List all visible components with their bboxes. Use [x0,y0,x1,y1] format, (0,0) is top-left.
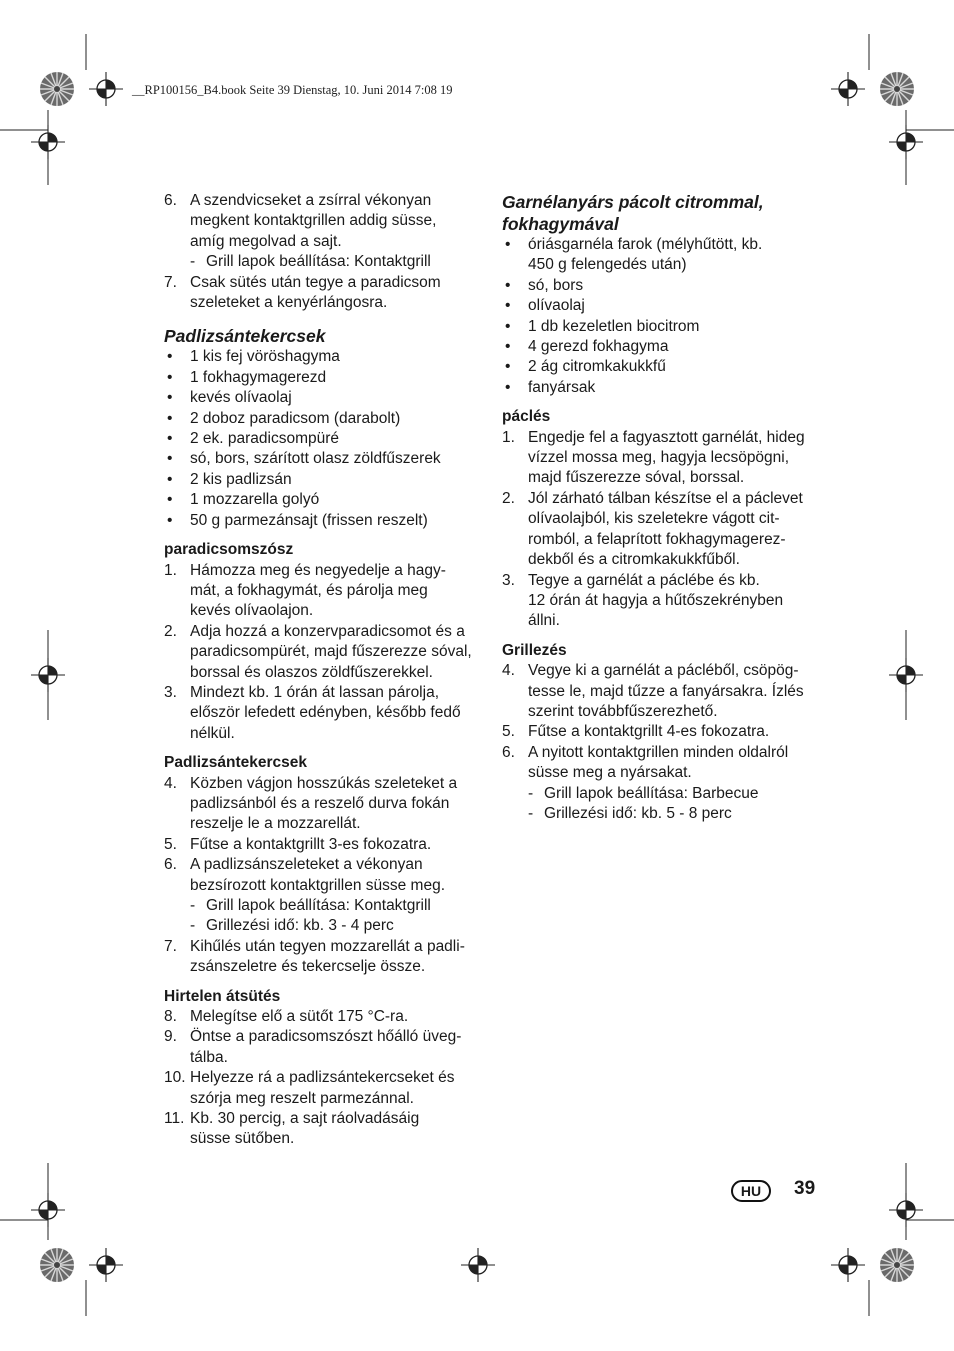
list-item: 1. Hámozza meg és negyedelje a hagy- mát, a fokhagymát, és párolja meg kevés olívaolajon. [164,561,446,620]
list-item: 6. A padlizsánszeleteket a vékonyan bezsírozott kontaktgrillen süsse meg. [164,856,446,894]
right-column [502,191,824,824]
page-number: 39 [794,1178,816,1199]
section-heading: páclés [502,408,551,426]
list-item: 1. Engedje fel a fagyasztott garnélát, hideg vízzel mossa meg, hagyja lecsöpögni, majd fűszerezze sóval, borssal. [502,428,805,487]
section-heading: paradicsomszósz [164,541,294,559]
list-item: 3. Mindezt kb. 1 órán át lassan párolja, először lefedett edényben, később fedő nélkül. [164,683,461,742]
section-heading: Grillezés [502,641,567,659]
list-item: 7. Kihűlés után tegyen mozzarellát a padli- zsánszeletre és tekercselje össze. [164,937,465,976]
step-number: 6. [164,192,177,209]
file-header: __RP100156_B4.book Seite 39 Dienstag, 10. Juni 2014 7:08 19 [132,83,453,97]
list-item: 5. Fűtse a kontaktgrillt 3-es fokozatra. [164,835,432,853]
recipe-title: Garnélanyárs pácolt citrommal, fokhagymával [502,192,764,234]
ingredient-item: • só, bors [505,276,584,294]
recipe-title: Padlizsántekercsek [164,326,326,347]
ingredient-item: • 1 db kezeletlen biocitrom [505,317,700,335]
ingredient-item: • 4 gerezd fokhagyma [505,338,669,356]
list-item: 5. Fűtse a kontaktgrillt 4-es fokozatra. [502,723,770,741]
ingredient-item: • 2 kis padlizsán [167,470,292,488]
list-item: 9. Öntse a paradicsomszószt hőálló üveg- tálba. [164,1028,462,1066]
list-item: 6. A szendvicseket a zsírral vékonyan megkent kontaktgrillen addig süsse, amíg megolvad a sajt. [164,192,437,250]
list-item: 8. Melegítse elő a sütőt 175 °C-ra. [164,1008,409,1026]
ingredient-item: • óriásgarnéla farok (mélyhűtött, kb. 450 g felengedés után) [505,236,763,274]
list-item: 2. Adja hozzá a konzervparadicsomot és a paradicsompürét, majd fűszerezze sóval, borssal és olaszos zöldfűszerekkel. [164,622,472,681]
list-item: 6. A nyitott kontaktgrillen minden oldalról süsse meg a nyársakat. [502,743,789,782]
list-item: 2. Jól zárható tálban készítse el a páclevet olívaolajból, kis szeletekre vágott cit- romból, a felaprított fokhagymagerez- dekből és a citromkakukkfűből. [502,489,803,569]
ingredient-item: • 50 g parmezánsajt (frissen reszelt) [167,511,428,529]
section-heading: Hirtelen átsütés [164,987,281,1005]
sub-item: - Grill lapok beállítása: Barbecue [528,784,759,802]
sub-item: - Grill lapok beállítása: Kontaktgrill [190,897,431,914]
sub-item: - Grill lapok beállítása: Kontaktgrill [190,253,431,271]
ingredient-item: • 2 doboz paradicsom (darabolt) [167,409,401,427]
list-item: 7. Csak sütés után tegye a paradicsom szeleteket a kenyérlángosra. [164,273,441,312]
language-badge: HU [731,1180,771,1202]
sub-item: - Grillezési idő: kb. 3 - 4 perc [190,917,394,935]
ingredient-item: • 2 ek. paradicsompüré [167,430,340,448]
ingredient-item: • 1 mozzarella golyó [167,491,320,509]
sub-item: - Grillezési idő: kb. 5 - 8 perc [528,804,732,822]
ingredient-item: • 2 ág citromkakukkfű [505,358,666,376]
list-item: 11. Kb. 30 percig, a sajt ráolvadásáig süsse sütőben. [164,1110,420,1148]
list-item: 4. Vegye ki a garnélát a pácléből, csöpög- tesse le, majd tűzze a fanyársakra. Ízlés szerint továbbfűszerezhető. [502,662,804,720]
ingredient-item: • kevés olívaolaj [167,389,292,407]
list-item: 10. Helyezze rá a padlizsántekercseket és szórja meg reszelt parmezánnal. [164,1069,455,1107]
section-heading: Padlizsántekercsek [164,754,308,772]
ingredient-item: • fanyársak [505,378,596,396]
ingredient-item: • 1 fokhagymagerezd [167,368,327,386]
list-item: 4. Közben vágjon hosszúkás szeleteket a padlizsánból és a reszelő durva fokán reszelje le a mozzarellát. [164,774,458,833]
list-item: 3. Tegye a garnélát a páclébe és kb. 12 órán át hagyja a hűtőszekrényben állni. [502,571,784,630]
ingredient-item: • só, bors, szárított olasz zöldfűszerek [167,450,441,468]
ingredient-item: • 1 kis fej vöröshagyma [167,348,340,366]
ingredient-item: • olívaolaj [505,297,585,315]
left-column [164,191,486,1150]
